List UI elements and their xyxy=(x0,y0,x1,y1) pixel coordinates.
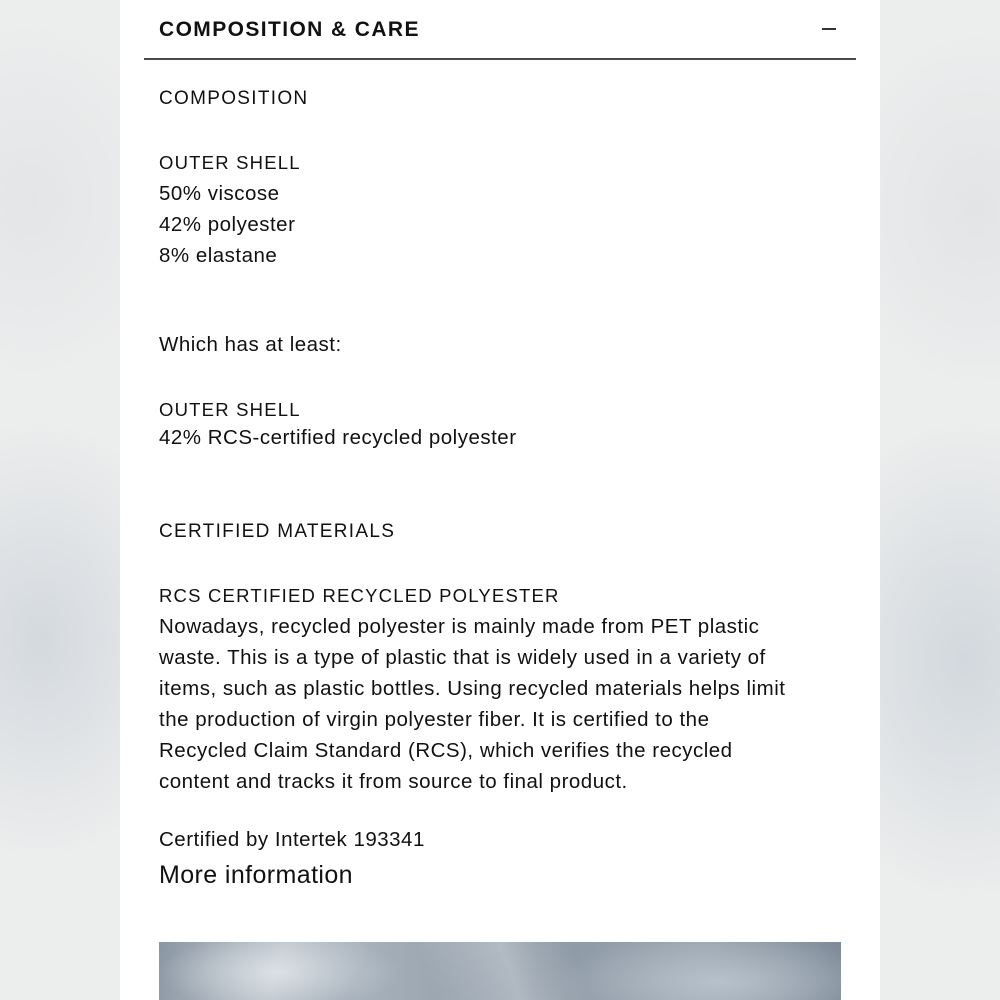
composition-item: 42% polyester xyxy=(159,213,296,236)
description-line: items, such as plastic bottles. Using recycled materials helps limit xyxy=(159,677,786,700)
composition-care-accordion-header[interactable] xyxy=(144,0,856,60)
certified-materials-heading: CERTIFIED MATERIALS xyxy=(159,521,396,542)
product-image xyxy=(159,942,841,1000)
composition-item: 8% elastane xyxy=(159,244,278,267)
composition-list xyxy=(159,178,295,271)
rcs-subheading: RCS CERTIFIED RECYCLED POLYESTER xyxy=(159,585,560,606)
certified-by-text: Certified by Intertek 193341 xyxy=(159,828,425,851)
composition-heading: COMPOSITION xyxy=(159,88,309,109)
accordion-title: COMPOSITION & CARE xyxy=(159,18,420,41)
product-details-panel xyxy=(120,0,880,1000)
recycled-value: 42% RCS-certified recycled polyester xyxy=(159,426,517,449)
rcs-description xyxy=(159,611,859,797)
composition-item: 50% viscose xyxy=(159,182,280,205)
description-line: content and tracks it from source to final product. xyxy=(159,770,628,793)
description-line: Recycled Claim Standard (RCS), which verifies the recycled xyxy=(159,739,733,762)
outer-shell-label: OUTER SHELL xyxy=(159,152,301,173)
minus-icon[interactable] xyxy=(818,18,840,40)
description-line: Nowadays, recycled polyester is mainly made from PET plastic xyxy=(159,615,760,638)
recycled-intro: Which has at least: xyxy=(159,333,342,356)
more-information-link[interactable]: More information xyxy=(159,861,353,889)
description-line: the production of virgin polyester fiber. It is certified to the xyxy=(159,708,710,731)
recycled-outer-shell-label: OUTER SHELL xyxy=(159,399,301,420)
description-line: waste. This is a type of plastic that is widely used in a variety of xyxy=(159,646,766,669)
